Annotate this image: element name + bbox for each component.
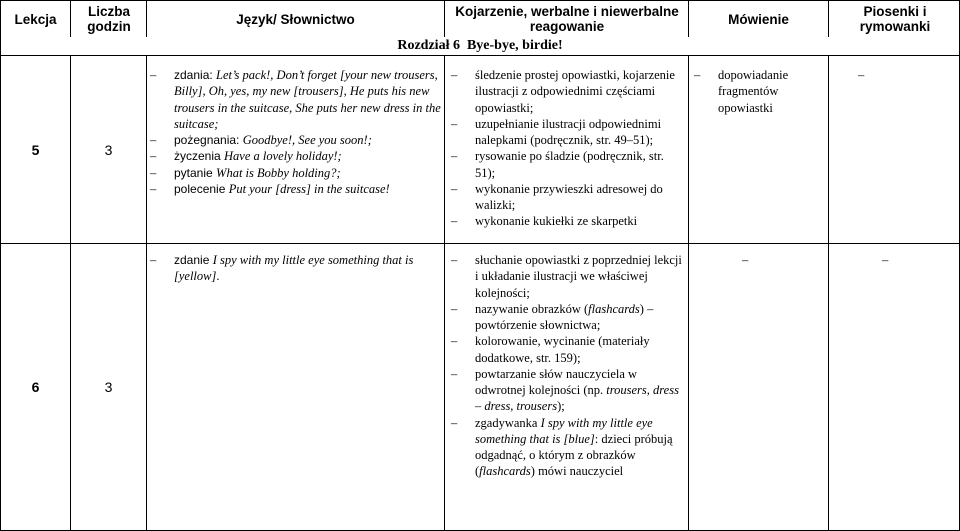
- dash-bullet: [150, 165, 156, 181]
- dash-bullet: [451, 67, 457, 83]
- dash-bullet: [451, 116, 457, 132]
- dash-bullet: [451, 181, 457, 197]
- header-jezyk-slownictwo: Język/ Słownictwo: [236, 11, 355, 27]
- dash-bullet: [150, 252, 156, 268]
- column-divider: [828, 55, 829, 531]
- table-border-left: [0, 0, 1, 531]
- speaking-placeholder: –: [742, 253, 749, 267]
- dash-bullet: [451, 333, 457, 349]
- column-divider: [688, 55, 689, 531]
- activity-item: – powtarzanie słów nauczyciela w odwrotnej kolejności (np. trousers, dress – dress, trousers);: [451, 366, 683, 415]
- language-item: – pożegnania: Goodbye!, See you soon!;: [150, 132, 442, 148]
- column-divider: [444, 55, 445, 531]
- dash-bullet: [451, 148, 457, 164]
- activity-item: – rysowanie po śladzie (podręcznik, str. 51);: [451, 148, 683, 181]
- language-cell: [150, 67, 442, 197]
- language-cell: [150, 252, 442, 285]
- dash-bullet: [150, 181, 156, 197]
- column-divider: [444, 0, 445, 37]
- header-kojarzenie: Kojarzenie, werbalne i niewerbalne reagowanie: [455, 4, 679, 34]
- activity-item: – zgadywanka I spy with my little eye something that is [blue]: dzieci próbują odgadnąć, o którym z obrazków (flashcards) mówi nauczyciel: [451, 415, 683, 480]
- activity-item: – słuchanie opowiastki z poprzedniej lekcji i układanie ilustracji we właściwej kolejności;: [451, 252, 683, 301]
- activity-item: – wykonanie przywieszki adresowej do walizki;: [451, 181, 683, 214]
- dash-bullet: [150, 67, 156, 83]
- dash-bullet: [150, 132, 156, 148]
- header-lekcja: Lekcja: [14, 11, 57, 27]
- column-divider: [146, 55, 147, 531]
- lesson-number: 6: [31, 379, 40, 395]
- language-item: – zdanie I spy with my little eye something that is [yellow].: [150, 252, 442, 285]
- dash-bullet: [451, 415, 457, 431]
- language-item: – zdania: Let’s pack!, Don’t forget [your new trousers, Billy], Oh, yes, my new [trousers], He puts his new trousers in the suitcase, She puts her new dress in the suitcase;: [150, 67, 442, 132]
- header-piosenki: Piosenki i rymowanki: [859, 4, 931, 34]
- dash-bullet: [451, 366, 457, 382]
- banner-divider: [0, 55, 960, 56]
- row-divider: [0, 243, 960, 244]
- activity-item: – wykonanie kukiełki ze skarpetki: [451, 213, 683, 229]
- dash-bullet: [451, 301, 457, 317]
- activity-item: – śledzenie prostej opowiastki, kojarzenie ilustracji z odpowiednimi częściami opowiastki;: [451, 67, 683, 116]
- speaking-cell: [694, 67, 824, 116]
- header-liczba-godzin: Liczba godzin: [87, 4, 131, 34]
- dash-bullet: [694, 67, 700, 83]
- chapter-banner: Rozdział 6 Bye-bye, birdie!: [397, 38, 563, 53]
- dash-bullet: [451, 252, 457, 268]
- songs-placeholder: –: [882, 253, 889, 267]
- activities-cell: [451, 252, 683, 480]
- column-divider: [828, 0, 829, 37]
- language-item: – życzenia Have a lovely holiday!;: [150, 148, 442, 164]
- language-item: – pytanie What is Bobby holding?;: [150, 165, 442, 181]
- activity-item: – uzupełnianie ilustracji odpowiednimi nalepkami (podręcznik, str. 49–51);: [451, 116, 683, 149]
- column-divider: [70, 0, 71, 37]
- activity-item: – nazywanie obrazków (flashcards) – powtórzenie słownictwa;: [451, 301, 683, 334]
- dash-bullet: [451, 213, 457, 229]
- hours-count: 3: [104, 142, 113, 158]
- activities-cell: [451, 67, 683, 230]
- header-mowienie: Mówienie: [728, 11, 789, 27]
- language-example: Let’s pack!, Don’t forget [your new trousers, Billy], Oh, yes, my new [trousers], He puts his new trousers in the suitcase, She puts her new dress in the suitcase;: [174, 68, 441, 131]
- lesson-number: 5: [31, 142, 40, 158]
- activity-item: – kolorowanie, wycinanie (materiały dodatkowe, str. 159);: [451, 333, 683, 366]
- speaking-item: – dopowiadanie fragmentów opowiastki: [694, 67, 824, 116]
- language-item: – polecenie Put your [dress] in the suitcase!: [150, 181, 442, 197]
- dash-bullet: [150, 148, 156, 164]
- songs-placeholder: –: [858, 68, 865, 82]
- column-divider: [70, 55, 71, 531]
- hours-count: 3: [104, 379, 113, 395]
